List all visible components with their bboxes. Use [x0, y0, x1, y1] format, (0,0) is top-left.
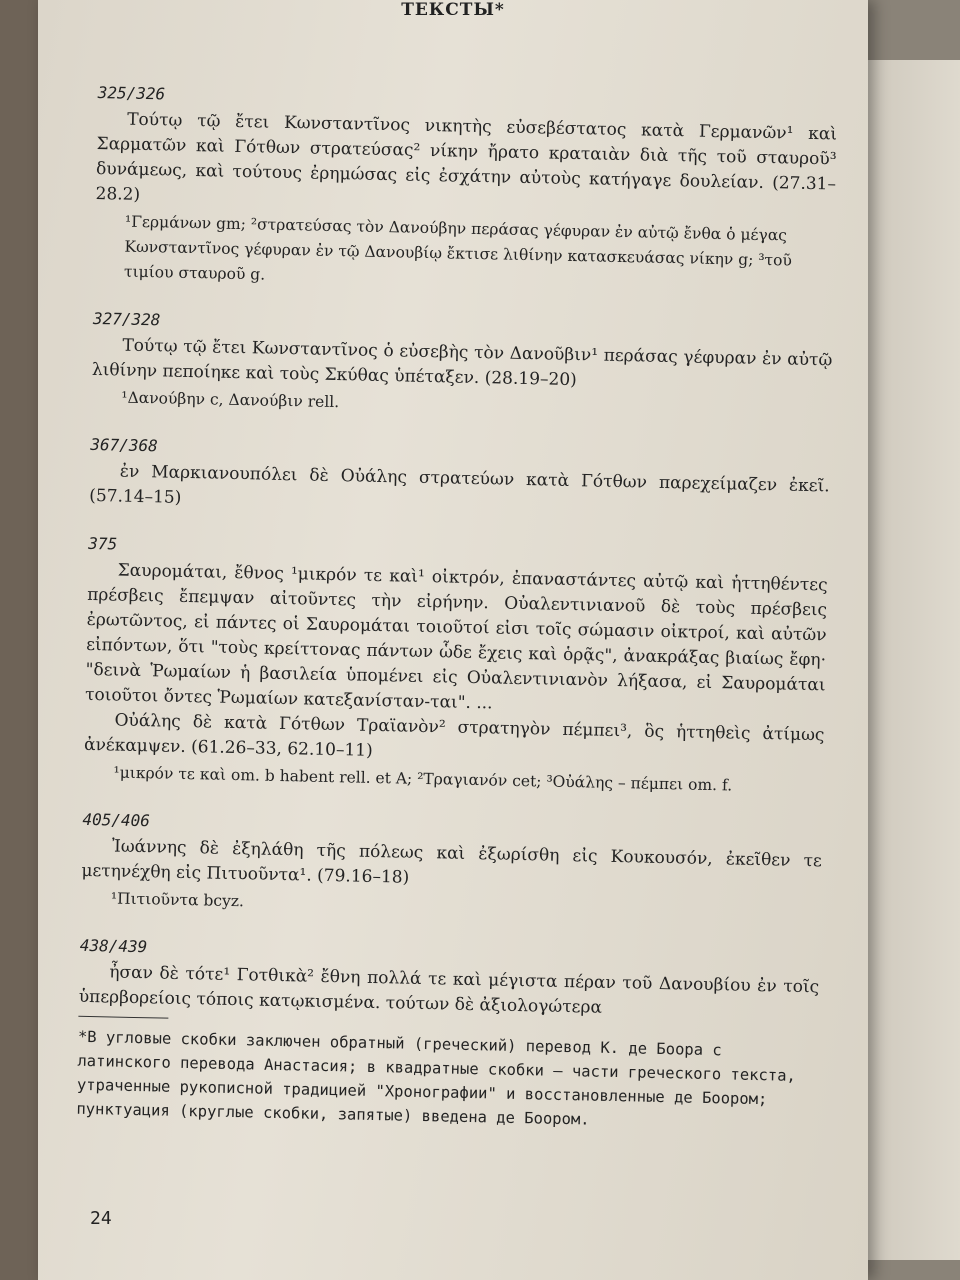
entry-text-continued: Οὐάλης δὲ κατὰ Γότθων Τραϊανὸν² στρατηγὸν πέμπει³, ὃς ἡττηθεὶς ἀτίμως ἀνέκαμψεν. (61.26–33, 62.10–11): [83, 710, 825, 761]
entry-text: Σαυρομάται, ἔθνος ¹μικρόν τε καὶ¹ οἰκτρόν, ἐπαναστάντες αὐτῷ καὶ ἡττηθέντες πρέσβεις ἔπεμψαν αἰτοῦντες τὴν εἰρήνην. Οὐαλεντινιανοῦ δὲ τοὺς πρέσβεις ἐρωτῶντος, εἰ πάντες οἱ Σαυρομάται τοιοῦτοί εἰσι τοῖς σώμασιν οἰκτροί, καὶ αὐτῶν εἰπόντων, ὅτι "τοὺς κρείττονας πάντων ὧδε ἔχεις καὶ ὁρᾷς", ἀνακράξας βιαίως ἔφη· "δεινὰ Ῥωμαίων ἡ βασιλεία ὑπομένει εἰς Οὐαλεντινιανὸν λήξασα, εἰ Σαυρομάται τοιοῦτοι ὄντες Ῥωμαίων κατεξανίσταν-ται". ...: [84, 560, 828, 714]
entry-text: Ἰωάννης δὲ ἐξηλάθη τῆς πόλεως καὶ ἐξωρίσθη εἰς Κουκουσόν, ἐκεῖθεν τε μετηνέχθη εἰς Πιτυοῦντα¹. (79.16–18): [81, 836, 823, 888]
footnote-divider: [78, 1016, 168, 1019]
entry-year: 325/326: [97, 82, 166, 104]
entry-405: [81, 807, 823, 926]
facing-page-edge: [868, 60, 960, 1260]
entry-text: Τούτῳ τῷ ἔτει Κωνσταντῖνος ὁ εὐσεβὴς τὸν Δανοῦβιν¹ περάσας γέφυραν ἐν αὐτῷ λιθίνην πεποίηκε καὶ τοὺς Σκύθας ὑπέταξεν. (28.19–20): [91, 335, 833, 391]
page-number: 24: [90, 1208, 112, 1229]
apparatus-note: ¹μικρόν τε καὶ om. b habent rell. et A; ²Τραγιανόν cet; ³Οὐάλης – πέμπει om. f.: [113, 763, 733, 795]
apparatus-note: ¹Δανούβην c, Δανούβιν rell.: [121, 388, 340, 412]
entry-year: 375: [88, 533, 118, 554]
entry-438: [79, 933, 820, 1025]
entry-text: ἐν Μαρκιανουπόλει δὲ Οὐάλης στρατεύων κατὰ Γότθων παρεχείμαζεν ἐκεῖ. (57.14–15): [89, 461, 830, 508]
apparatus-note: ¹Γερμάνων gm; ²στρατεύσας τὸν Δανούβην περάσας γέφυραν ἐν αὐτῷ ἔνθα ὁ μέγας Κωνσταντῖνος γέφυραν ἐν τῷ Δανουβίῳ ἔκτισε λιθίνην κατασκευάσας νίκην g; ³τοῦ τιμίου σταυροῦ g.: [123, 212, 793, 284]
page-content: [76, 80, 838, 1136]
running-title: ТЕКСТЫ*: [401, 0, 505, 20]
entry-year: 438/439: [79, 935, 148, 957]
entry-367: [89, 432, 830, 524]
entry-text: ἦσαν δὲ τότε¹ Γοτθικὰ² ἔθνη πολλά τε καὶ μέγιστα πέραν τοῦ Δανουβίου ἐν τοῖς ὑπερβορείοις τόποις κατῳκισμένα. τούτων δὲ ἀξιολογώτερα: [78, 962, 820, 1018]
entry-375: [83, 531, 828, 800]
entry-year: 367/368: [90, 434, 158, 456]
entry-327: [91, 306, 833, 425]
entry-year: 327/328: [92, 308, 161, 330]
entry-text: Τούτῳ τῷ ἔτει Κωνσταντῖνος νικητὴς εὐσεβέστατος κατὰ Γερμανῶν¹ καὶ Σαρματῶν καὶ Γότθων στρατεύσας² νίκην ἤρατο κραταιὰν διὰ τῆς τοῦ σταυροῦ³ δυνάμεως, καὶ τούτους ἐρημώσας εἰς ἐσχάτην αὐτοὺς κατήγαγε δουλείαν. (27.31–28.2): [95, 109, 838, 205]
footnote: *В угловые скобки заключен обратный (греческий) перевод К. де Боора с латинского перевода Анастасия; в квадратные скобки – части греческого текста, утраченные рукописной традицией "Хронографии" и восстановленные де Боором; пунктуация (круглые скобки, запятые) введена де Боором.: [76, 1027, 797, 1129]
book-spine-edge: [0, 0, 38, 1280]
book-page: [38, 0, 868, 1280]
entry-year: 405/406: [82, 809, 151, 831]
entry-325: [94, 80, 838, 299]
apparatus-note: ¹Πιτιοῦντα bcyz.: [110, 889, 245, 911]
